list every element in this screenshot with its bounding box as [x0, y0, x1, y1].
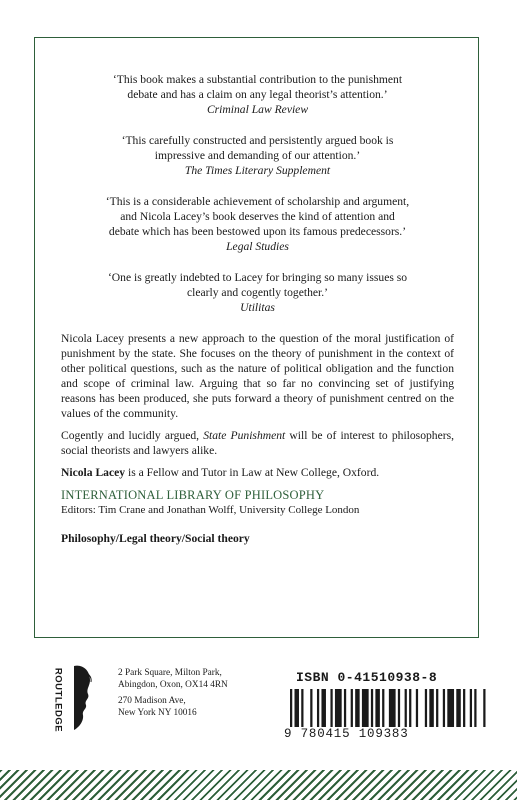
barcode-bar: [290, 689, 292, 727]
barcode-bar: [310, 689, 312, 727]
isbn-label: ISBN 0-41510938-8: [296, 670, 438, 685]
barcode-bar: [443, 689, 445, 727]
quote-line: ‘One is greatly indebted to Lacey for bringing so many issues so: [107, 271, 408, 284]
barcode-bar: [355, 689, 359, 727]
barcode-bar: [375, 689, 379, 727]
cover-frame: [34, 37, 479, 638]
book-description: Nicola Lacey presents a new approach to the question of the moral justification of punishment by the state. She focuses on the theory of punishment in the context of other political questions, such as the nature of political obligation and the function and scope of criminal law. Arguing that so far no convincing set of justifying reasons has been produced, she puts forward a theory of punishment centred on the values of the community.: [61, 332, 454, 420]
series-editors: Editors: Tim Crane and Jonathan Wolff, University College London: [61, 504, 360, 516]
barcode-bar: [405, 689, 407, 727]
interest-statement: Cogently and lucidly argued, State Punishment will be of interest to philosophers, social theorists and lawyers alike.: [61, 429, 455, 457]
barcode-bar: [344, 689, 346, 727]
barcode-bar: [398, 689, 400, 727]
author-name: Nicola Lacey: [61, 466, 126, 479]
barcode-bar: [294, 689, 298, 727]
publisher-brand: ROUTLEDGE: [52, 667, 64, 733]
barcode-bar: [470, 689, 472, 727]
barcode-bar: [429, 689, 433, 727]
book-title: State Punishment: [203, 429, 286, 442]
quote-source: Legal Studies: [226, 240, 289, 253]
barcode-bar: [335, 689, 342, 727]
barcode-bar: [447, 689, 454, 727]
review-quote-1: [61, 72, 454, 117]
quote-line: debate which has been bestowed upon its famous predecessors.’: [108, 225, 407, 238]
quote-line: ‘This carefully constructed and persistently argued book is: [121, 134, 394, 147]
quote-line: ‘This book makes a substantial contribution to the punishment: [112, 73, 403, 86]
quote-line: debate and has a claim on any legal theorist’s attention.’: [127, 88, 388, 101]
barcode: [290, 689, 490, 727]
author-bio: Nicola Lacey is a Fellow and Tutor in Law at New College, Oxford.: [61, 466, 380, 479]
barcode-bar: [416, 689, 418, 727]
quote-line: and Nicola Lacey’s book deserves the kind of attention and: [120, 210, 395, 223]
publisher-address: 2 Park Square, Milton Park, Abingdon, Oxon, OX14 4RN 270 Madison Ave, New York NY 10016: [118, 668, 228, 718]
barcode-bar: [371, 689, 373, 727]
cover-text: [61, 72, 454, 546]
quote-source: The Times Literary Supplement: [184, 164, 331, 177]
barcode-bar: [425, 689, 427, 727]
barcode-bar: [351, 689, 353, 727]
barcode-bar: [389, 689, 396, 727]
subject-categories: Philosophy/Legal theory/Social theory: [61, 532, 250, 545]
decorative-hatch-band: [0, 770, 517, 800]
barcode-bar: [474, 689, 476, 727]
review-quote-3: [61, 194, 454, 254]
quote-line: impressive and demanding of our attention.’: [154, 149, 361, 162]
barcode-bar: [463, 689, 465, 727]
barcode-bar: [330, 689, 332, 727]
quote-line: ‘This is a considerable achievement of scholarship and argument,: [105, 195, 410, 208]
barcode-bar: [409, 689, 411, 727]
review-quote-4: [61, 270, 454, 315]
barcode-bar: [317, 689, 319, 727]
barcode-bar: [362, 689, 369, 727]
barcode-bar: [483, 689, 485, 727]
quote-source: Criminal Law Review: [206, 103, 309, 116]
barcode-bar: [301, 689, 303, 727]
quote-line: clearly and cogently together.’: [187, 286, 328, 299]
barcode-digits: 9 780415 109383: [284, 727, 409, 741]
review-quote-2: [61, 133, 454, 178]
barcode-bar: [382, 689, 384, 727]
quote-source: Utilitas: [240, 301, 275, 314]
barcode-bar: [436, 689, 438, 727]
barcode-bar: [456, 689, 460, 727]
barcode-bar: [321, 689, 325, 727]
series-title: INTERNATIONAL LIBRARY OF PHILOSOPHY: [61, 488, 325, 502]
